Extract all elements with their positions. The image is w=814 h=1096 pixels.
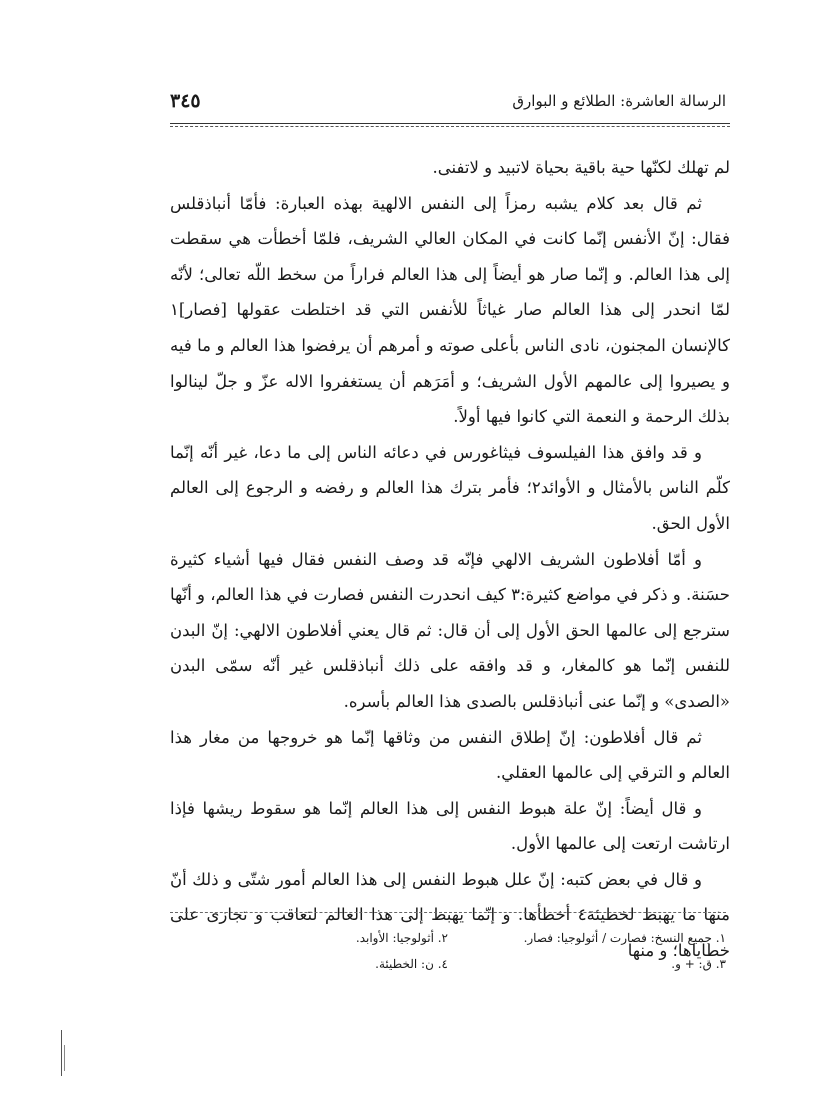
footnote: ١. جميع النسخ: فصارت / أثولوجيا: فصار. — [523, 931, 726, 945]
footnote: ٤. ن: الخطيئة. — [375, 957, 448, 971]
scan-margin-mark — [61, 1030, 62, 1076]
footnotes — [170, 925, 726, 977]
paragraph: لم تهلك لكنّها حية باقية بحياة لاتبيد و لاتفنى. — [432, 158, 730, 177]
page-header — [170, 90, 726, 120]
paragraph: ثم قال بعد كلام يشبه رمزاً إلى النفس الالهية بهذه العبارة: فأمّا أنباذقلس فقال: إنّ الأنفس إنّما كانت في المكان العالي الشريف، فلمّا أخطأت هي سقطت إلى هذا العالم. و إنّما صار هو أيضاً إلى هذا العالم فراراً من سخط اللّه تعالى؛ لأنّه لمّا انحدر إلى هذا العالم صار غياثاً للأنفس التي قد اختلطت عقولها [فصار]١ كالإنسان المجنون، نادى الناس بأعلى صوته و أمرهم أن يرفضوا هذا العالم و ما فيه و يصيروا إلى عالمهم الأول الشريف؛ و أمَرَهم أن يستغفروا الاله عزّ و جلّ لينالوا بذلك الرحمة و النعمة التي كانوا فيها أولاً. — [170, 193, 730, 427]
header-rule-dashed — [170, 126, 730, 127]
header-rule — [170, 123, 730, 124]
footnote-rule — [170, 912, 726, 913]
footnote: ٣. ق: + و. — [671, 957, 726, 971]
paragraph: و قال أيضاً: إنّ علة هبوط النفس إلى هذا العالم إنّما هو سقوط ريشها فإذا ارتاشت ارتعت إلى عالمها الأول. — [170, 798, 730, 854]
main-text — [170, 150, 730, 969]
paragraph: و أمّا أفلاطون الشريف الالهي فإنّه قد وصف النفس فقال فيها أشياء كثيرة حسَنة. و ذكر في مواضع كثيرة:٣ كيف انحدرت النفس فصارت في هذا العالم، و أنّها سترجع إلى عالمها الحق الأول إلى أن قال: ثم قال يعني أفلاطون الالهي: إنّ البدن للنفس إنّما هو كالمغار، و قد وافقه على ذلك أنباذقلس غير أنّه سمّى البدن «الصدى» و إنّما عنى أنباذقلس بالصدى هذا العالم بأسره. — [170, 549, 730, 711]
footnote-row — [170, 925, 726, 951]
scan-margin-mark — [64, 1045, 65, 1071]
footnote-row — [170, 951, 726, 977]
running-title: الرسالة العاشرة: الطلائع و البوارق — [512, 92, 726, 110]
footnote: ٢. أثولوجيا: الأوابد. — [355, 931, 448, 945]
page-number: ٣٤٥ — [170, 90, 201, 112]
paragraph: ثم قال أفلاطون: إنّ إطلاق النفس من وثاقها إنّما هو خروجها من مغار هذا العالم و الترقي إلى عالمها العقلي. — [170, 727, 730, 783]
paragraph: و قد وافق هذا الفيلسوف فيثاغورس في دعائه الناس إلى ما دعا، غير أنّه إنّما كلّم الناس بالأمثال و الأوائد٢؛ فأمر بترك هذا العالم و رفضه و الرجوع إلى العالم الأول الحق. — [170, 442, 730, 533]
paragraph: و قال في بعض كتبه: إنّ علل هبوط النفس إلى هذا العالم أمور شتّى و ذلك أنّ منها ما يهبط لخطيئة٤ أخطأها. و إنّما يهبط إلى هذا العالم لتعاقب و تجازى على خطاياها؛ و منها — [170, 869, 730, 961]
